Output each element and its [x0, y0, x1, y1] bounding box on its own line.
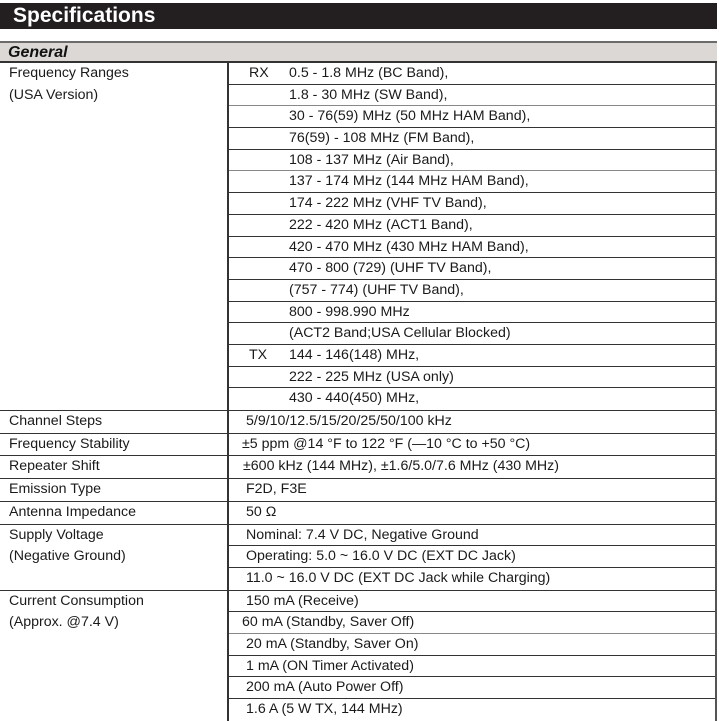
spec-value-row: [229, 302, 715, 324]
spec-label: Antenna Impedance: [0, 502, 229, 524]
spec-value: 150 mA (Receive): [246, 592, 359, 609]
rx-prefix: RX: [249, 65, 269, 81]
spec-value: 174 - 222 MHz (VHF TV Band),: [289, 195, 487, 212]
spec-value-row: [229, 699, 715, 721]
spec-label-line: (Negative Ground): [9, 548, 126, 565]
spec-value-row: [229, 106, 715, 128]
spec-label: Emission Type: [0, 479, 229, 501]
spec-label: [0, 591, 229, 721]
page-title: Specifications: [0, 3, 717, 29]
spec-value: 1.6 A (5 W TX, 144 MHz): [246, 701, 403, 718]
spec-value: (ACT2 Band;USA Cellular Blocked): [289, 325, 511, 342]
spec-value: 222 - 225 MHz (USA only): [289, 368, 454, 385]
spec-value: 1 mA (ON Timer Activated): [246, 657, 414, 674]
spec-value: 144 - 146(148) MHz,: [289, 346, 420, 363]
spec-value-row: [229, 323, 715, 345]
spec-value-row: [229, 63, 715, 85]
spec-value: Nominal: 7.4 V DC, Negative Ground: [246, 526, 479, 543]
spec-value: 20 mA (Standby, Saver On): [246, 635, 419, 652]
spec-value-row: [229, 434, 715, 456]
spec-value: ±5 ppm @14 °F to 122 °F (—10 °C to +50 °C): [242, 435, 531, 452]
spec-group-repeater-shift: [0, 456, 715, 479]
spec-value-row: [229, 612, 715, 634]
spec-value: (757 - 774) (UHF TV Band),: [289, 281, 464, 298]
spec-value-row: [229, 215, 715, 237]
spec-group-channel-steps: [0, 411, 715, 434]
spec-value-row: [229, 367, 715, 389]
spec-label-line: Supply Voltage: [9, 526, 104, 543]
spec-value: 76(59) - 108 MHz (FM Band),: [289, 130, 475, 147]
spec-group-antenna-impedance: [0, 502, 715, 525]
spec-value-row: [229, 150, 715, 172]
spec-value: 430 - 440(450) MHz,: [289, 390, 420, 407]
spec-group-supply-voltage: [0, 525, 715, 591]
spec-value-row: [229, 258, 715, 280]
spec-value: 50 Ω: [246, 503, 277, 520]
spec-value: 1.8 - 30 MHz (SW Band),: [289, 86, 448, 103]
spec-label-line: Current Consumption: [9, 592, 144, 609]
spec-value: 108 - 137 MHz (Air Band),: [289, 151, 454, 168]
spec-value-row: [229, 634, 715, 656]
spec-value-row: [229, 237, 715, 259]
spec-value: ±600 kHz (144 MHz), ±1.6/5.0/7.6 MHz (430 MHz): [243, 458, 559, 475]
spec-label-line: (USA Version): [9, 86, 99, 103]
spec-value: 800 - 998.990 MHz: [289, 303, 410, 320]
spec-value: 470 - 800 (729) (UHF TV Band),: [289, 260, 492, 277]
spec-value-row: [229, 656, 715, 678]
spec-value-row: [229, 193, 715, 215]
spec-value: 137 - 174 MHz (144 MHz HAM Band),: [289, 173, 529, 190]
spec-value-row: [229, 502, 715, 524]
spec-value: F2D, F3E: [246, 481, 307, 498]
spec-value-row: [229, 677, 715, 699]
spec-group-emission-type: [0, 479, 715, 502]
spec-value-row: [229, 388, 715, 410]
section-heading-general: General: [0, 41, 717, 63]
spec-label: [0, 525, 229, 590]
spec-value-row: [229, 85, 715, 107]
spec-value-row: [229, 345, 715, 367]
spec-group-current-consumption: [0, 591, 715, 721]
spec-value: 30 - 76(59) MHz (50 MHz HAM Band),: [289, 108, 531, 125]
spec-value: 0.5 - 1.8 MHz (BC Band),: [289, 65, 449, 81]
spec-group-frequency-ranges: [0, 63, 715, 411]
spec-label-line: Frequency Ranges: [9, 65, 129, 81]
spec-value: 222 - 420 MHz (ACT1 Band),: [289, 216, 473, 233]
spec-label: Repeater Shift: [0, 456, 229, 478]
spec-value-row: [229, 568, 715, 590]
spec-value-row: [229, 171, 715, 193]
spec-value-row: [229, 546, 715, 568]
spec-label-line: (Approx. @7.4 V): [9, 614, 119, 631]
spec-values: [229, 63, 715, 410]
spec-value: 200 mA (Auto Power Off): [246, 679, 404, 696]
spec-value: 11.0 ~ 16.0 V DC (EXT DC Jack while Charging): [246, 569, 551, 586]
spec-label: Frequency Stability: [0, 434, 229, 456]
spec-value: 420 - 470 MHz (430 MHz HAM Band),: [289, 238, 529, 255]
tx-prefix: TX: [249, 346, 268, 363]
spec-group-frequency-stability: [0, 434, 715, 457]
spec-value-row: [229, 456, 715, 478]
spec-label: [0, 63, 229, 410]
spec-value: 60 mA (Standby, Saver Off): [242, 614, 415, 631]
spec-value-row: [229, 525, 715, 547]
spec-value-row: [229, 479, 715, 501]
spec-value: Operating: 5.0 ~ 16.0 V DC (EXT DC Jack): [246, 548, 516, 565]
spec-label: Channel Steps: [0, 411, 229, 433]
spec-value-row: [229, 591, 715, 613]
spec-value: 5/9/10/12.5/15/20/25/50/100 kHz: [246, 413, 452, 429]
spec-value-row: [229, 280, 715, 302]
spec-value-row: [229, 411, 715, 433]
spec-table: [0, 63, 717, 721]
spec-value-row: [229, 128, 715, 150]
